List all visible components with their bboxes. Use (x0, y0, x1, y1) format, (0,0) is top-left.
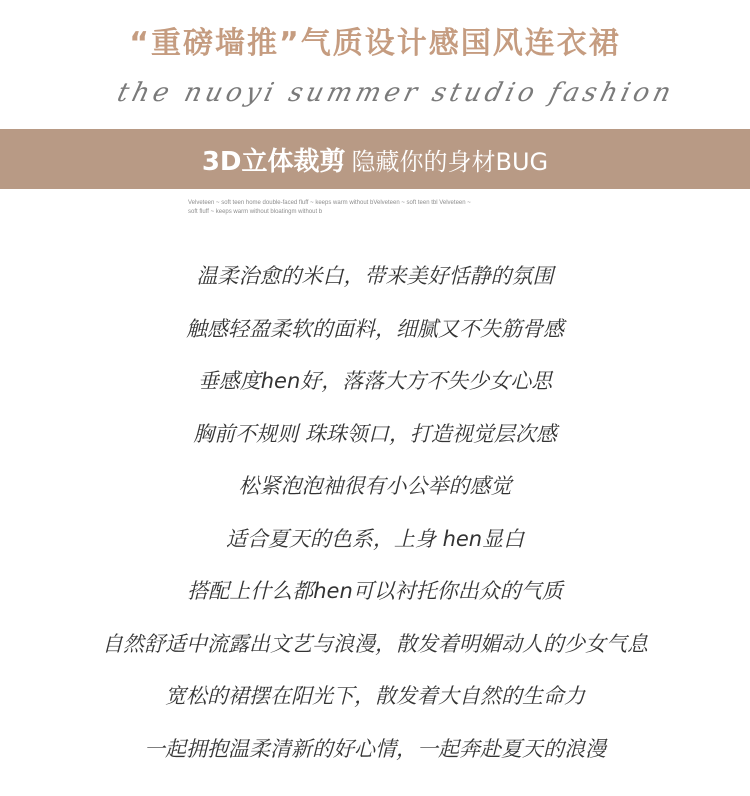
description-line: 温柔治愈的米白，带来美好恬静的氛围 (196, 264, 554, 288)
description-line: 适合夏天的色系，上身 hen显白 (225, 526, 525, 551)
banner-light-text: 隐藏你的身材BUG (351, 147, 549, 176)
description-line: 搭配上什么都hen可以衬托你出众的气质 (187, 579, 563, 603)
description-line: 宽松的裙摆在阳光下，散发着大自然的生命力 (165, 684, 585, 708)
script-subtitle: the nuoyi summer studio fashion (114, 78, 678, 108)
fine-print (188, 199, 568, 217)
page-title: “重磅墙推”气质设计感国风连衣裙 (129, 26, 621, 61)
description-line: 触感轻盈柔软的面料，细腻又不失筋骨感 (186, 316, 564, 341)
description-line: 自然舒适中流露出文艺与浪漫，散发着明媚动人的少女气息 (102, 631, 648, 656)
fine-print-line-2: soft fluff ~ keeps warm without bloatingm without b (188, 209, 323, 215)
banner-strong-text: 3D立体裁剪 (201, 146, 346, 177)
fine-print-line-1: Velveteen ~ soft teen home double-faced fluff ~ keeps warm without bVelveteen ~ soft teen tbl Velveteen ~ (188, 200, 471, 206)
description-line: 胸前不规则 珠珠领口，打造视觉层次感 (193, 421, 557, 446)
description-line: 垂感度hen好，落落大方不失少女心思 (197, 369, 553, 393)
feature-banner (0, 129, 750, 189)
description-line: 松紧泡泡袖很有小公举的感觉 (238, 474, 512, 498)
description-list (0, 258, 750, 783)
description-line: 一起拥抱温柔清新的好心情，一起奔赴夏天的浪漫 (144, 736, 606, 761)
